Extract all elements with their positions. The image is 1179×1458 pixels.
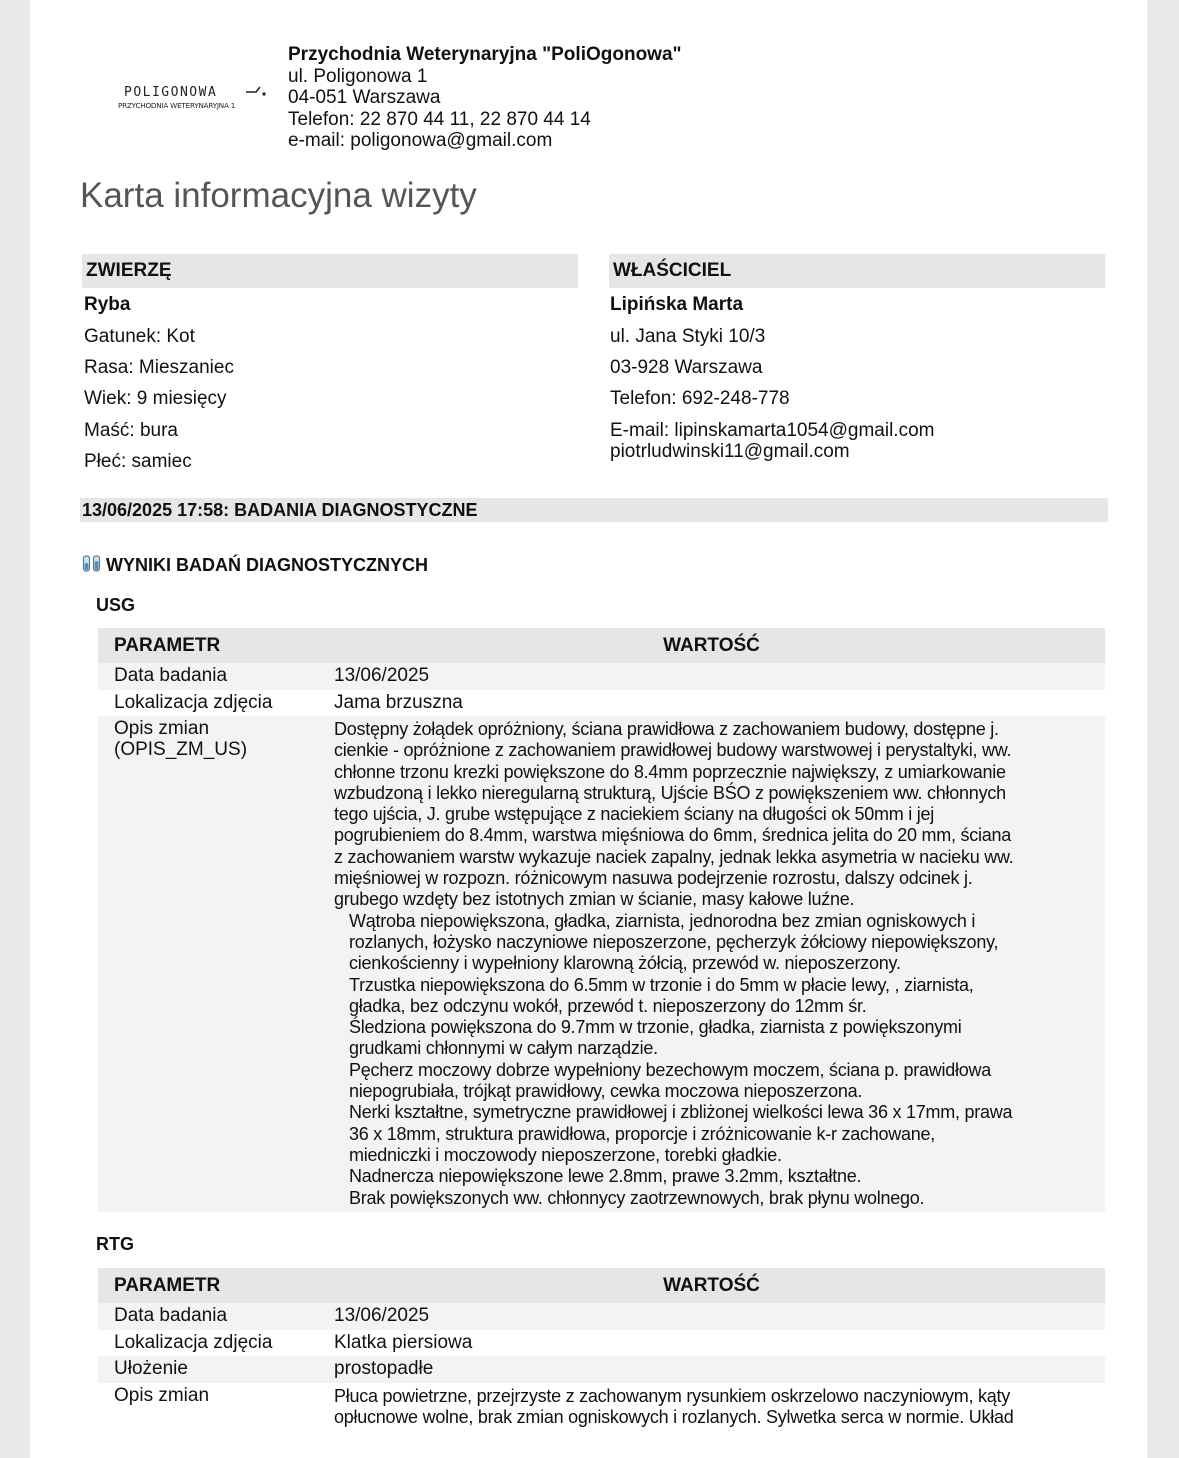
description-line: cienkie - opróżnione z zachowaniem prawidłowej budowy warstwowej i perystaltyki, ww. — [334, 740, 1012, 761]
description-line: opłucnowe wolne, brak zmian ogniskowych i rozlanych. Sylwetka serca w normie. Układ — [334, 1406, 1014, 1427]
test-tubes-icon — [82, 555, 102, 573]
param-cell: Ułożenie — [98, 1356, 318, 1383]
results-title — [82, 553, 428, 577]
animal-species: Gatunek: Kot — [84, 326, 195, 347]
description-line: cienkościenny i wypełniony klarowną żółcią, przewód w. nieposzerzony. — [349, 953, 901, 974]
owner-street: ul. Jana Styki 10/3 — [610, 326, 766, 347]
table-row — [98, 690, 1105, 717]
rtg-exam-name: RTG — [96, 1234, 134, 1254]
clinic-city: 04-051 Warszawa — [288, 87, 441, 108]
results-title-text: WYNIKI BADAŃ DIAGNOSTYCZNYCH — [106, 555, 428, 575]
animal-name: Ryba — [84, 294, 131, 315]
description-line: pogrubieniem do 8.4mm, warstwa mięśniowa do 6mm, średnica jelita do 20 mm, ściana — [334, 825, 1012, 846]
usg-col-param: PARAMETR — [98, 628, 318, 663]
description-line: Pęcherz moczowy dobrze wypełniony bezechowym moczem, ściana p. prawidłowa — [349, 1059, 992, 1080]
description-line: Nerki kształtne, symetryczne prawidłowej i zbliżonej wielkości lewa 36 x 17mm, prawa — [349, 1102, 1013, 1123]
clinic-name: Przychodnia Weterynaryjna "PoliOgonowa" — [288, 44, 682, 65]
value-cell: prostopadłe — [318, 1356, 1105, 1383]
description-line: z zachowaniem warstw wykazuje naciek zapalny, jednak lekka asymetria w nacieku ww. — [334, 846, 1014, 867]
description-line: gładka, bez odczynu wokół, przewód t. nieposzerzony do 12mm śr. — [349, 995, 867, 1016]
description-line: Trzustka niepowiększona do 6.5mm w trzonie i do 5mm w płacie lewy, , ziarnista, — [349, 974, 974, 995]
rtg-col-value: WARTOŚĆ — [318, 1268, 1105, 1303]
description-line: Nadnercza niepowiększone lewe 2.8mm, prawe 3.2mm, kształtne. — [349, 1166, 862, 1187]
owner-email-2[interactable]: piotrludwinski11@gmail.com — [610, 441, 850, 462]
rtg-col-param: PARAMETR — [98, 1268, 318, 1303]
clinic-street: ul. Poligonowa 1 — [288, 65, 428, 87]
document-title: Karta informacyjna wizyty — [80, 176, 477, 215]
clinic-logo — [118, 74, 278, 114]
owner-city: 03-928 Warszawa — [610, 357, 763, 378]
table-row — [98, 663, 1105, 690]
animal-breed: Rasa: Mieszaniec — [84, 357, 234, 378]
param-cell: Lokalizacja zdjęcia — [114, 1331, 273, 1353]
usg-description — [334, 719, 1097, 1209]
owner-email[interactable]: E-mail: lipinskamarta1054@gmail.com — [610, 420, 935, 441]
description-line: Dostępny żołądek opróżniony, ściana prawidłowa z zachowaniem budowy, dostępne j. — [334, 719, 999, 739]
description-line: Brak powiększonych ww. chłonnycy zaotrzewnowych, brak płynu wolnego. — [349, 1187, 925, 1208]
table-row — [98, 1356, 1105, 1383]
param-cell: Data badania — [98, 663, 318, 690]
description-line: chłonne trzonu krezki powiększone do 8.4mm poprzecznie największy, z umiarkowanie — [334, 761, 1006, 782]
param-cell: Opis zmian — [114, 1384, 210, 1406]
description-line: grudkami chłonnymi w całym narządzie. — [349, 1038, 658, 1059]
description-line: mięśniowej w rozpozn. różnicowym nasuwa podejrzenie rozrostu, dalszy odcinek j. — [334, 868, 973, 889]
description-line: Śledziona powiększona do 9.7mm w trzonie, gładka, ziarnista z powiększonymi — [349, 1017, 962, 1038]
owner-phone: Telefon: 692-248-778 — [610, 388, 790, 409]
document-page — [30, 0, 1147, 1458]
description-line: 36 x 18mm, struktura prawidłowa, proporcje i zróżnicowanie k-r zachowane, — [349, 1123, 936, 1144]
animal-age: Wiek: 9 miesięcy — [84, 388, 227, 409]
clinic-email: e-mail: poligonowa@gmail.com — [288, 130, 553, 151]
usg-table — [98, 628, 1105, 1212]
table-row — [98, 1383, 1105, 1432]
value-cell: Jama brzuszna — [334, 691, 463, 713]
logo-text: POLIGONOWA — [124, 85, 218, 100]
rtg-table — [98, 1268, 1105, 1431]
clinic-phone: Telefon: 22 870 44 11, 22 870 44 14 — [288, 108, 591, 130]
description-line: niepogrubiała, trójkąt prawidłowy, cewka moczowa nieposzerzona. — [349, 1081, 863, 1102]
table-row — [98, 1330, 1105, 1357]
description-line: rozlanych, łożysko naczyniowe nieposzerzone, pęcherzyk żółciowy niepowiększony, — [349, 931, 999, 952]
description-line: wzbudzoną i lekko nieregularną strukturą, Ujście BŚO z powiększeniem ww. chłonnych — [334, 782, 1006, 803]
clinic-info — [288, 44, 682, 152]
value-cell — [318, 716, 1105, 1212]
usg-col-value: WARTOŚĆ — [318, 628, 1105, 663]
description-line: Płuca powietrzne, przejrzyste z zachowanym rysunkiem oskrzelowo naczyniowym, kąty — [334, 1385, 1011, 1406]
param-cell: Lokalizacja zdjęcia — [114, 691, 273, 713]
logo-subtext: PRZYCHODNIA WETERYNARYJNA 1 — [118, 101, 236, 110]
rtg-description — [334, 1386, 1097, 1429]
value-cell: Klatka piersiowa — [334, 1331, 473, 1353]
param-cell: Opis zmian (OPIS_ZM_US) — [98, 716, 318, 1212]
table-row — [98, 1303, 1105, 1330]
value-cell: 13/06/2025 — [318, 1303, 1105, 1330]
description-line: Wątroba niepowiększona, gładka, ziarnista, jednorodna bez zmian ogniskowych i — [349, 910, 976, 931]
value-cell — [318, 1383, 1105, 1432]
owner-section-header: WŁAŚCICIEL — [609, 254, 1105, 288]
description-line: grubego wzdęty bez istotnych zmian w ścianie, masy kałowe luźne. — [334, 889, 855, 910]
table-row — [98, 716, 1105, 1212]
usg-exam-name: USG — [96, 595, 136, 615]
animal-section-header: ZWIERZĘ — [82, 254, 578, 288]
param-cell: Data badania — [98, 1303, 318, 1330]
animal-color: Maść: bura — [84, 420, 178, 441]
description-line: miedniczki i moczowody nieposzerzone, torebki gładkie. — [349, 1144, 782, 1165]
rtg-table-header — [98, 1268, 1105, 1303]
animal-sex: Płeć: samiec — [84, 451, 192, 472]
value-cell: 13/06/2025 — [318, 663, 1105, 690]
owner-name: Lipińska Marta — [610, 294, 744, 315]
visit-header: 13/06/2025 17:58: BADANIA DIAGNOSTYCZNE — [80, 498, 1108, 522]
usg-table-header — [98, 628, 1105, 663]
description-line: tego ujścia, J. grube wstępujące z naciekiem ściany na długości ok 50mm i jej — [334, 804, 935, 825]
